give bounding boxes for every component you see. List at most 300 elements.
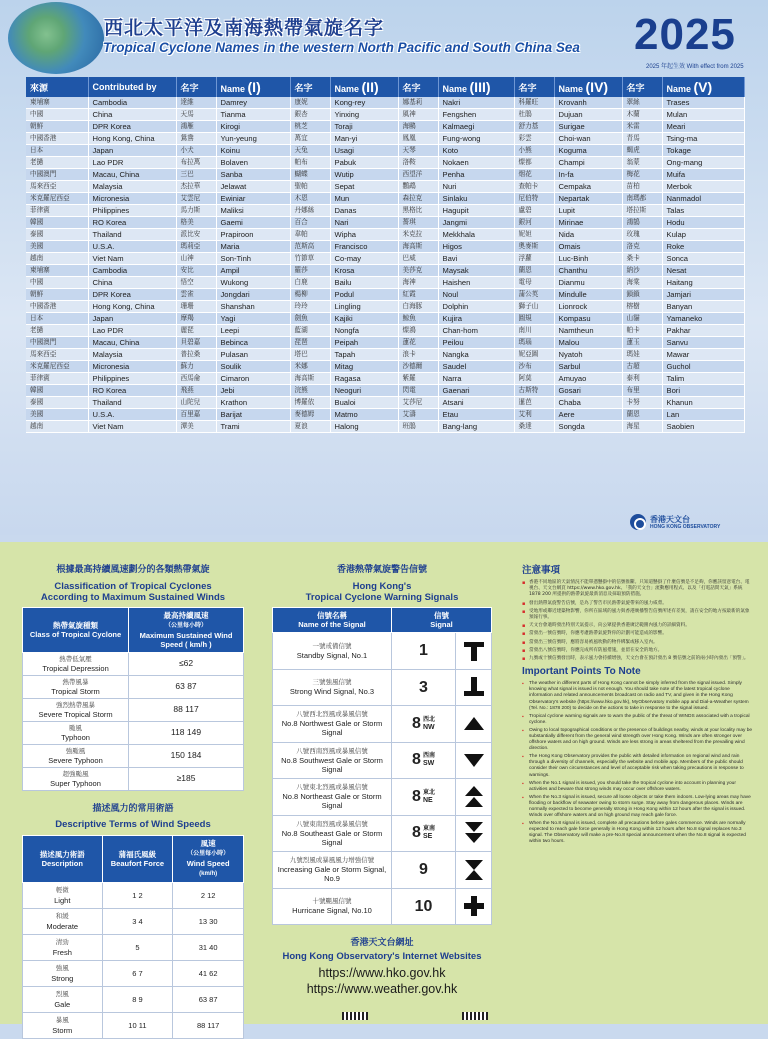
table-row xyxy=(26,97,744,109)
signal-icon-cell xyxy=(456,669,492,706)
note-item-cn: ▪ 當發出八號信號時，你應完成所有防風措施，並留在安全的地方。 xyxy=(522,648,754,654)
table-cell: Cambodia xyxy=(88,97,176,109)
table-row xyxy=(23,768,244,791)
table-row xyxy=(26,385,744,397)
signal-name-en: Standby Signal, No.1 xyxy=(296,650,368,660)
table-cell: Pakhar xyxy=(662,325,744,337)
table-row xyxy=(26,349,744,361)
table-cell: Japan xyxy=(88,313,176,325)
signal-direction-cn: 東南 xyxy=(422,825,435,833)
table-cell: Gaemi xyxy=(216,217,290,229)
desc-cell xyxy=(23,1013,103,1039)
table-cell: Lao PDR xyxy=(88,157,176,169)
table-cell: Muifa xyxy=(662,169,744,181)
table-cell: Philippines xyxy=(88,205,176,217)
table-cell: Kulap xyxy=(662,229,744,241)
signal-number-cell xyxy=(392,888,456,925)
signal-number: 8 xyxy=(412,787,421,805)
table-cell: 老撾 xyxy=(26,325,88,337)
table-row xyxy=(23,961,244,987)
table-cell: Fung-wong xyxy=(438,133,514,145)
table-cell: 榕樹 xyxy=(622,301,662,313)
table-cell: 沙布 xyxy=(514,361,554,373)
table-cell: Maria xyxy=(216,241,290,253)
column-header: 名字 xyxy=(514,77,554,97)
table-cell: Nakri xyxy=(438,97,514,109)
table-cell: Sanba xyxy=(216,169,290,181)
table-cell: Dolphin xyxy=(438,301,514,313)
table-cell: Etau xyxy=(438,409,514,421)
desc-header xyxy=(23,836,103,883)
table-row xyxy=(26,301,744,313)
desc-cn: 暴風 xyxy=(55,1016,69,1024)
windspeed-cell: 88 117 xyxy=(173,1013,244,1039)
column-header: Name (IV) xyxy=(554,77,622,97)
table-cell: 米克羅尼西亞 xyxy=(26,361,88,373)
table-cell: 鯨魚 xyxy=(398,313,438,325)
column-header: 名字 xyxy=(398,77,438,97)
table-cell: 蘭恩 xyxy=(622,409,662,421)
speed-header xyxy=(129,608,244,653)
table-row xyxy=(26,121,744,133)
beaufort-cell: 8 9 xyxy=(102,987,173,1013)
table-cell: 潭美 xyxy=(176,421,216,433)
table-cell: Surigae xyxy=(554,121,622,133)
table-cell: Podul xyxy=(330,289,398,301)
table-cell: U.S.A. xyxy=(88,241,176,253)
table-cell: Kirogi xyxy=(216,121,290,133)
table-cell: Guchol xyxy=(662,361,744,373)
table-cell: 聖帕 xyxy=(290,181,330,193)
class-name-cn: 熱帶風暴 xyxy=(62,677,89,686)
table-cell: 納沙 xyxy=(622,265,662,277)
table-cell: Jamjari xyxy=(662,289,744,301)
speed-header-cn: 最高持續風速 xyxy=(163,611,209,620)
table-cell: Peipah xyxy=(330,337,398,349)
table-cell: 小犬 xyxy=(176,145,216,157)
windspeed-header-cn: 風速 xyxy=(200,839,216,848)
signal-name-en: No.8 Northwest Gale or Storm Signal xyxy=(281,719,383,738)
table-cell: 尼伯特 xyxy=(514,193,554,205)
table-header xyxy=(26,77,744,97)
table-cell: 妮妲 xyxy=(514,229,554,241)
table-cell: Talas xyxy=(662,205,744,217)
table-cell: 山貓 xyxy=(622,313,662,325)
notes-section xyxy=(522,562,754,848)
table-cell: 康妮 xyxy=(290,97,330,109)
table-row xyxy=(26,217,744,229)
table-cell: Philippines xyxy=(88,373,176,385)
table-cell: Bualoi xyxy=(330,397,398,409)
windspeed-cell: 41 62 xyxy=(173,961,244,987)
table-cell: Krathon xyxy=(216,397,290,409)
table-cell: 米克羅尼西亞 xyxy=(26,193,88,205)
table-row xyxy=(26,193,744,205)
table-cell: Sanvu xyxy=(662,337,744,349)
table-cell: 博羅依 xyxy=(290,397,330,409)
signal-number: 9 xyxy=(419,861,428,879)
table-cell: 盧碧 xyxy=(514,205,554,217)
windspeed-header-unit: (km/h) xyxy=(199,871,218,877)
table-cell: 艾利 xyxy=(514,409,554,421)
table-cell: Meari xyxy=(662,121,744,133)
table-cell: 百里嘉 xyxy=(176,409,216,421)
table-cell: Dianmu xyxy=(554,277,622,289)
table-cell: 貝碧嘉 xyxy=(176,337,216,349)
logo-text-en: HONG KONG OBSERVATORY xyxy=(650,524,721,530)
signal-number-cell xyxy=(392,633,456,670)
table-cell: 中國 xyxy=(26,277,88,289)
table-cell: 銀杏 xyxy=(290,109,330,121)
signal-number: 1 xyxy=(419,642,428,660)
signal-number-cell xyxy=(392,742,456,779)
note-item-cn: ▪ 香港不同地區的天氣情況不能單憑懸掛中的信號推斷。只知道懸掛了什麼信號是不足夠，你應該留意電台、電視台、天文台網頁 https://www.hko.gov.hk、「我的天文台」流動應用程式、以及「打電話問天氣」系統 1878 200 所提供的熱帶氣旋最新消息及採取預防措施。 xyxy=(522,580,754,599)
table-cell: 麥德姆 xyxy=(290,409,330,421)
table-cell: 老撾 xyxy=(26,157,88,169)
table-cell: 杰拉華 xyxy=(176,181,216,193)
table-cell: 南川 xyxy=(514,325,554,337)
class-name-cn: 颱風 xyxy=(69,723,83,732)
table-cell: 帕卡 xyxy=(622,325,662,337)
table-row xyxy=(273,742,492,779)
windspeed-header-en: Wind Speed xyxy=(186,859,230,868)
windspeed-cell: 31 40 xyxy=(173,935,244,961)
signal-number-cell xyxy=(392,669,456,706)
signal-name-header-cn: 信號名稱 xyxy=(317,611,347,620)
table-cell: Saudel xyxy=(438,361,514,373)
table-cell: Tapah xyxy=(330,349,398,361)
table-cell: Wutip xyxy=(330,169,398,181)
table-cell: 艾莎尼 xyxy=(398,397,438,409)
table-cell: 科羅旺 xyxy=(514,97,554,109)
hko-logo xyxy=(630,514,740,532)
table-cell: 洛鞍 xyxy=(398,157,438,169)
signal-header-en: Signal xyxy=(430,620,453,629)
table-cell: Aere xyxy=(554,409,622,421)
signal-icon-cell xyxy=(456,706,492,743)
note-item-cn: ▪ 當發出一號信號時，你應考慮熱帶氣旋對你的計劃可能造成的影響。 xyxy=(522,631,754,637)
signal-name-cn: 十號颶風信號 xyxy=(312,897,352,906)
table-cell: 白海豚 xyxy=(398,301,438,313)
signal-direction xyxy=(423,716,435,732)
table-cell: 米雷 xyxy=(622,121,662,133)
note-item-en: ▪ The Hong Kong Observatory provides the public with detailed information on regional wind and rain through a diversity of channels, especially the website and mobile app. Members of the public should consider their own circumstances and level of acceptable risk when taking precautions in response to warnings. xyxy=(522,754,754,778)
table-cell: Nyatoh xyxy=(554,349,622,361)
beaufort-cell: 6 7 xyxy=(102,961,173,987)
table-cell: Viet Nam xyxy=(88,253,176,265)
table-cell: 海高斯 xyxy=(290,373,330,385)
table-cell: Nida xyxy=(554,229,622,241)
table-cell: 海鷗 xyxy=(398,121,438,133)
class-name-cn: 強颱風 xyxy=(65,746,86,755)
table-cell: Sinlaku xyxy=(438,193,514,205)
table-cell: 圓規 xyxy=(514,313,554,325)
table-cell: Micronesia xyxy=(88,361,176,373)
table-row xyxy=(23,935,244,961)
note-item-cn: ▪ 天文台會適時發出特別天氣提示，向公眾提供香港廣泛範圍內風力的詳細資料。 xyxy=(522,623,754,629)
table-cell: 舒力基 xyxy=(514,121,554,133)
cross-icon xyxy=(461,893,487,919)
table-cell: 越南 xyxy=(26,253,88,265)
signal-direction-en: SE xyxy=(422,833,433,841)
desc-cell xyxy=(23,909,103,935)
table-cell: Ong-mang xyxy=(662,157,744,169)
table-cell: Soulik xyxy=(216,361,290,373)
table-cell: Namtheun xyxy=(554,325,622,337)
signal-number: 8 xyxy=(412,714,421,732)
signal-name-en: No.8 Northeast Gale or Storm Signal xyxy=(282,792,382,811)
table-cell: Narra xyxy=(438,373,514,385)
table-cell: Sepat xyxy=(330,181,398,193)
table-cell: Hagupit xyxy=(438,205,514,217)
table-cell: 米娜 xyxy=(290,361,330,373)
table-cell: 蝴蝶 xyxy=(290,169,330,181)
table-row xyxy=(273,669,492,706)
class-name-cn: 超強颱風 xyxy=(62,769,89,778)
table-cell: 小熊 xyxy=(514,145,554,157)
table-cell: Macau, China xyxy=(88,337,176,349)
signals-title-en1: Hong Kong's xyxy=(352,581,412,592)
table-row xyxy=(26,277,744,289)
table-cell: DPR Korea xyxy=(88,121,176,133)
table-cell: Leepi xyxy=(216,325,290,337)
windspeed-cell: 13 30 xyxy=(173,909,244,935)
table-cell: Halong xyxy=(330,421,398,433)
table-cell: 桑卡 xyxy=(622,253,662,265)
table-row xyxy=(26,109,744,121)
table-row xyxy=(26,289,744,301)
table-cell: 班鵑 xyxy=(398,421,438,433)
table-cell: 蝎虎 xyxy=(622,145,662,157)
table-cell: Noul xyxy=(438,289,514,301)
signal-icon-cell xyxy=(456,633,492,670)
class-cell xyxy=(23,745,129,768)
table-cell: Krosa xyxy=(330,265,398,277)
triangle-up-icon xyxy=(461,711,487,737)
class-name-cn: 熱帶低氣壓 xyxy=(59,654,92,663)
table-cell: 燦鴻 xyxy=(398,325,438,337)
column-header: Name (III) xyxy=(438,77,514,97)
signal-header xyxy=(392,608,492,633)
signal-name-cn: 八號西北烈風或暴風信號 xyxy=(296,710,368,719)
signal-name-header xyxy=(273,608,392,633)
class-name-cn: 強烈熱帶風暴 xyxy=(56,700,96,709)
class-name-en: Super Typhoon xyxy=(50,779,101,788)
table-cell: Maliksi xyxy=(216,205,290,217)
table-cell: Mawar xyxy=(662,349,744,361)
table-cell: Neoguri xyxy=(330,385,398,397)
table-cell: Danas xyxy=(330,205,398,217)
signal-name-en: No.8 Southwest Gale or Storm Signal xyxy=(281,755,383,774)
table-cell: Kujira xyxy=(438,313,514,325)
table-cell: Cambodia xyxy=(88,265,176,277)
table-cell: Pabuk xyxy=(330,157,398,169)
table-cell: 范斯高 xyxy=(290,241,330,253)
table-cell: 藍湖 xyxy=(290,325,330,337)
table-cell: Bolaven xyxy=(216,157,290,169)
table-cell: Kajiki xyxy=(330,313,398,325)
signal-name-cn: 八號東北烈風或暴風信號 xyxy=(296,783,368,792)
desc-en: Moderate xyxy=(46,921,79,931)
signal-header-cn: 信號 xyxy=(434,611,449,620)
table-cell: 艾濤 xyxy=(398,409,438,421)
signal-number-cell xyxy=(392,815,456,852)
roman-numeral: (IV) xyxy=(585,79,609,95)
table-row xyxy=(26,241,744,253)
beaufort-cell: 3 4 xyxy=(102,909,173,935)
windspeed-cell: 63 87 xyxy=(173,987,244,1013)
speed-cell: ≤62 xyxy=(129,653,244,676)
inverted-t-icon xyxy=(461,674,487,700)
signal-direction xyxy=(423,825,435,841)
website-link-weather[interactable]: https://www.weather.gov.hk xyxy=(306,982,458,996)
double-triangle-up-icon xyxy=(461,784,487,810)
signal-direction-cn: 東北 xyxy=(422,788,435,796)
class-name-en: Severe Tropical Storm xyxy=(38,710,113,719)
notes-list-cn xyxy=(522,580,754,662)
table-cell: 洛克 xyxy=(622,241,662,253)
table-cell: Nokaen xyxy=(438,157,514,169)
table-cell: 菲律賓 xyxy=(26,373,88,385)
table-cell: Mitag xyxy=(330,361,398,373)
table-row xyxy=(273,852,492,889)
table-cell: 珊珊 xyxy=(176,301,216,313)
table-cell: Mun xyxy=(330,193,398,205)
table-cell: Lan xyxy=(662,409,744,421)
table-cell: Nepartak xyxy=(554,193,622,205)
table-cell: Koguma xyxy=(554,145,622,157)
signal-number-cell xyxy=(392,852,456,889)
table-cell: Amuyao xyxy=(554,373,622,385)
table-row xyxy=(23,745,244,768)
table-cell: Lupit xyxy=(554,205,622,217)
table-cell: 雲雀 xyxy=(176,289,216,301)
table-cell: 鸚鵡 xyxy=(398,181,438,193)
table-cell: 海神 xyxy=(398,277,438,289)
table-cell: 青馬 xyxy=(622,133,662,145)
desc-cn: 清勁 xyxy=(55,938,69,946)
cyclone-names-table xyxy=(26,77,745,433)
table-cell: 韋帕 xyxy=(290,229,330,241)
table-cell: 森拉克 xyxy=(398,193,438,205)
roman-numeral: (V) xyxy=(693,79,713,95)
table-cell: 山陀兒 xyxy=(176,397,216,409)
table-cell: Lao PDR xyxy=(88,325,176,337)
table-cell: Damrey xyxy=(216,97,290,109)
table-row xyxy=(26,325,744,337)
classification-table xyxy=(22,607,244,791)
class-header xyxy=(23,608,129,653)
table-cell: 劍魚 xyxy=(290,313,330,325)
signal-direction-en: NE xyxy=(422,796,433,804)
column-header: 名字 xyxy=(622,77,662,97)
wind-terms-title-cn: 描述風力的常用術語 xyxy=(92,804,174,814)
table-cell: 浮蘿 xyxy=(514,253,554,265)
table-cell: 中國澳門 xyxy=(26,169,88,181)
table-cell: 紅霞 xyxy=(398,289,438,301)
table-cell: Son-Tinh xyxy=(216,253,290,265)
table-cell: Hong Kong, China xyxy=(88,133,176,145)
table-cell: 阿莫 xyxy=(514,373,554,385)
table-cell: Micronesia xyxy=(88,193,176,205)
table-cell: 美國 xyxy=(26,241,88,253)
table-cell: Chaba xyxy=(554,397,622,409)
roman-numeral: (III) xyxy=(469,79,491,95)
table-cell: Sarbul xyxy=(554,361,622,373)
column-header: 名字 xyxy=(290,77,330,97)
logo-text-cn: 香港天文台 xyxy=(650,515,690,524)
website-link-hko[interactable]: https://www.hko.gov.hk xyxy=(318,966,446,980)
table-cell: Chanthu xyxy=(554,265,622,277)
signal-direction xyxy=(423,752,435,768)
desc-en: Strong xyxy=(51,973,74,983)
speed-cell: 88 117 xyxy=(129,699,244,722)
signal-name-cell xyxy=(273,633,392,670)
table-cell: Tianma xyxy=(216,109,290,121)
signal-icon-cell xyxy=(456,852,492,889)
signal-name-cn: 三號強風信號 xyxy=(312,678,352,687)
speed-cell: 63 87 xyxy=(129,676,244,699)
roman-numeral: (II) xyxy=(361,79,379,95)
note-item-en: ▪ The weather in different parts of Hong Kong cannot be simply inferred from the signal issued. Simply knowing what signal is issued is not enough. You should take note of the latest tropical cyclone information and related announcements broadcast on radio and TV, and given in the Hong Kong Observatory's website (https://www.hko.gov.hk), MyObservatory mobile app and Dial-a-Weather system (Tel. No.: 1878 200) to decide on the actions to take in response to the signal issued. xyxy=(522,681,754,711)
table-cell: Mindulle xyxy=(554,289,622,301)
table-cell: Choi-wan xyxy=(554,133,622,145)
table-cell: 鴛鴦 xyxy=(176,133,216,145)
website-title-en: Hong Kong Observatory's Internet Websites xyxy=(282,951,482,962)
table-cell: Chan-hom xyxy=(438,325,514,337)
table-cell: 羅莎 xyxy=(290,265,330,277)
desc-header-cn: 描述風力術語 xyxy=(39,850,85,859)
table-cell: 布里 xyxy=(622,385,662,397)
table-cell: 西馬侖 xyxy=(176,373,216,385)
table-cell: 紫羅 xyxy=(398,373,438,385)
table-cell: 泰國 xyxy=(26,397,88,409)
signal-icon-cell xyxy=(456,779,492,816)
desc-cn: 烈風 xyxy=(55,990,69,998)
signal-name-cell xyxy=(273,742,392,779)
table-cell: Nari xyxy=(330,217,398,229)
table-cell: 馬來西亞 xyxy=(26,181,88,193)
table-cell: 中國澳門 xyxy=(26,337,88,349)
triangle-down-icon xyxy=(461,747,487,773)
table-cell: 美莎克 xyxy=(398,265,438,277)
table-cell: RO Korea xyxy=(88,385,176,397)
roman-numeral: (I) xyxy=(247,79,261,95)
signal-name-en: Increasing Gale or Storm Signal, No.9 xyxy=(277,865,387,884)
table-cell: 薔琪 xyxy=(398,217,438,229)
table-cell: Ragasa xyxy=(330,373,398,385)
class-cell xyxy=(23,768,129,791)
desc-cell xyxy=(23,961,103,987)
table-cell: Co-may xyxy=(330,253,398,265)
table-cell: 艾雲尼 xyxy=(176,193,216,205)
table-cell: 蓮玉 xyxy=(622,337,662,349)
table-cell: 木恩 xyxy=(290,193,330,205)
table-cell: 馬力斯 xyxy=(176,205,216,217)
table-cell: Dujuan xyxy=(554,109,622,121)
class-cell xyxy=(23,676,129,699)
signal-name-cell xyxy=(273,888,392,925)
table-cell: 蘇力 xyxy=(176,361,216,373)
table-cell: Barijat xyxy=(216,409,290,421)
table-cell: Jongdari xyxy=(216,289,290,301)
table-row xyxy=(23,722,244,745)
table-cell: 格美 xyxy=(176,217,216,229)
hko-emblem-icon xyxy=(630,514,646,530)
table-cell: Krovanh xyxy=(554,97,622,109)
note-item-cn: ▪ 當發出三號信號時，應將容易被風吹動的物件綁緊或移入室內。 xyxy=(522,640,754,646)
qr-code-icon xyxy=(462,1012,488,1020)
